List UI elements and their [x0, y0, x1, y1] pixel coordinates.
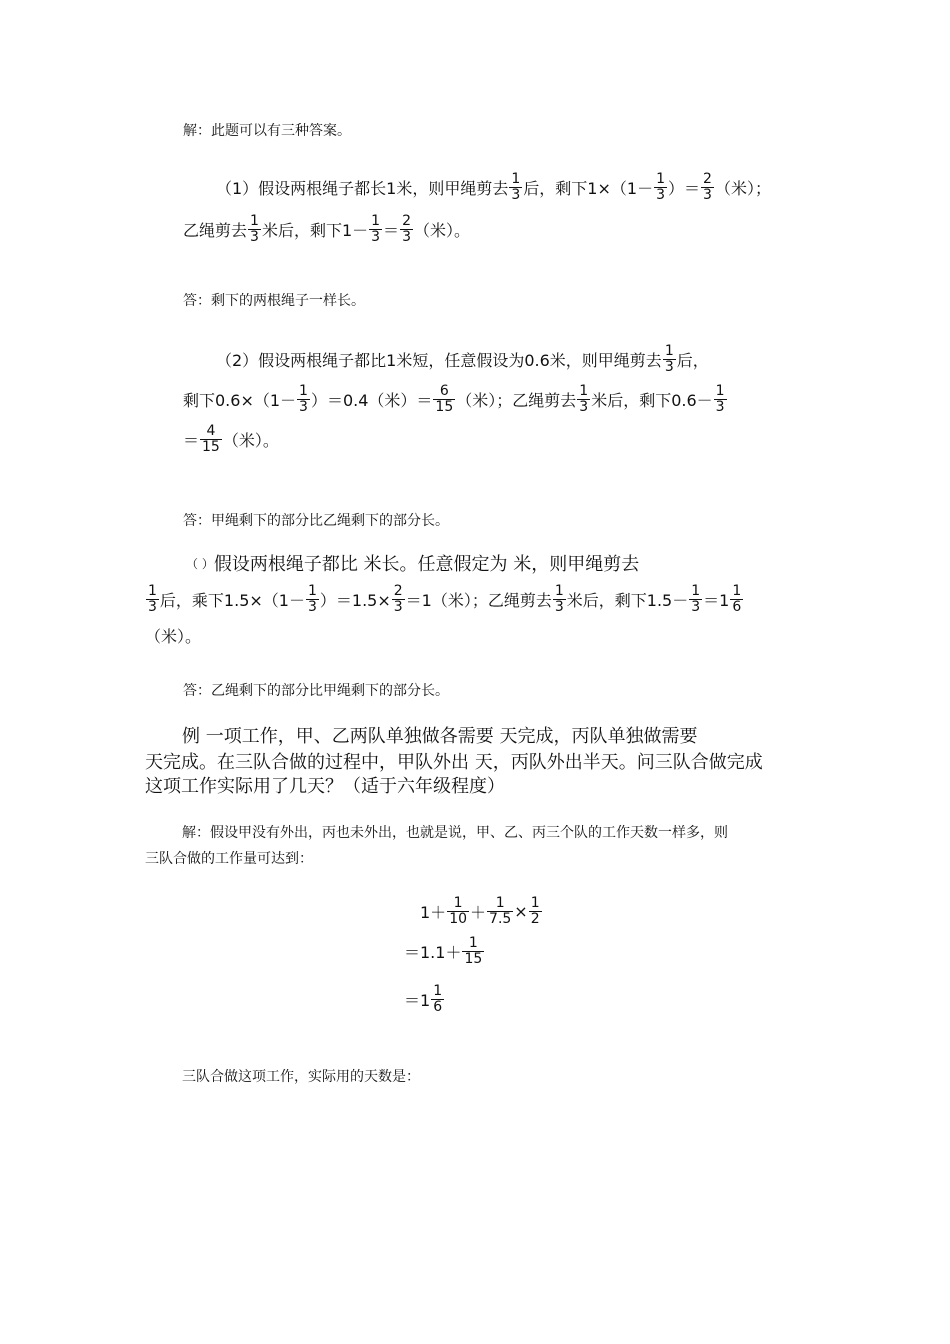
case3-line1: [186, 550, 639, 576]
formula-row1: [420, 896, 543, 926]
formula-row2: [404, 936, 485, 966]
fraction: $\frac{2}{3}$: [703, 171, 712, 203]
case1-line2: [183, 214, 470, 244]
fraction: $\frac{1}{7.5}$: [489, 895, 512, 927]
answer-2: 答：甲绳剩下的部分比乙绳剩下的部分长。: [183, 513, 449, 529]
case2-text: ＝: [183, 430, 200, 450]
fraction: $\frac{1}{3}$: [371, 213, 381, 245]
formula-text: ×: [514, 901, 528, 921]
formula-row3: [404, 984, 445, 1014]
case2-line1: [216, 344, 709, 374]
fraction: $\frac{1}{3}$: [299, 383, 308, 415]
fraction: $\frac{6}{15}$: [435, 383, 454, 415]
solution2-line2: 三队合做的工作量可达到：: [145, 851, 313, 867]
fraction: $\frac{1}{3}$: [511, 171, 521, 203]
case1-text: 乙绳剪去: [183, 220, 248, 240]
fraction: $\frac{1}{15}$: [464, 935, 483, 967]
case2-text: 后，: [676, 350, 709, 370]
case1-text: 米后，剩下1－: [261, 220, 369, 240]
example-line1: 例 一项工作，甲、乙两队单独做各需要 天完成，丙队单独做需要: [182, 726, 698, 747]
fraction: $\frac{1}{3}$: [250, 213, 259, 245]
case1-text: （1）假设两根绳子都长1米，则甲绳剪去: [216, 178, 509, 198]
case2-text: （米）；乙绳剪去: [456, 390, 577, 410]
solution2-line1: 解：假设甲没有外出，丙也未外出，也就是说，甲、乙、丙三个队的工作天数一样多，则: [182, 825, 728, 841]
fraction: $\frac{2}{3}$: [402, 213, 411, 245]
case3-text: ＝1（米）；乙绳剪去: [405, 590, 552, 610]
case1-text: ）＝: [668, 178, 701, 198]
fraction: $\frac{1}{3}$: [579, 383, 589, 415]
fraction: $\frac{1}{3}$: [664, 343, 674, 375]
fraction: $\frac{1}{10}$: [449, 895, 468, 927]
case1-line1: [216, 172, 771, 202]
fraction: $\frac{1}{3}$: [307, 583, 317, 615]
formula-text: ＝1.1＋: [404, 942, 462, 962]
closing-line: 三队合做这项工作，实际用的天数是：: [182, 1069, 420, 1085]
fraction: $\frac{1}{3}$: [148, 583, 157, 615]
formula-text: 1＋: [420, 902, 447, 922]
case3-text: ）＝1.5×: [319, 590, 391, 610]
fraction: $\frac{2}{3}$: [393, 583, 403, 615]
case2-text: 剩下0.6×（1－: [183, 390, 297, 410]
fraction: $\frac{1}{2}$: [530, 895, 540, 927]
formula-text: ＝1: [404, 990, 431, 1010]
fraction: $\frac{1}{6}$: [732, 583, 742, 615]
fraction: $\frac{1}{3}$: [554, 583, 564, 615]
example-line2: 天完成。在三队合做的过程中，甲队外出 天，丙队外出半天。问三队合做完成: [145, 752, 763, 773]
case1-text: （米）；: [714, 178, 771, 198]
case2-text: 米后，剩下0.6－: [591, 390, 713, 410]
case3-line3: （米）。: [145, 627, 202, 646]
fraction: $\frac{1}{3}$: [691, 583, 701, 615]
case1-text: （米）。: [413, 220, 470, 240]
answer-3: 答：乙绳剩下的部分比甲绳剩下的部分长。: [183, 683, 449, 699]
fraction: $\frac{1}{3}$: [656, 171, 665, 203]
fraction: $\frac{1}{3}$: [715, 383, 725, 415]
case2-text: ）＝0.4（米）＝: [310, 390, 433, 410]
case1-text: 后，剩下1×（1－: [523, 178, 654, 198]
case3-text: 后，乘下1.5×（1－: [159, 590, 305, 610]
solution-intro: 解：此题可以有三种答案。: [183, 123, 351, 139]
case1-text: ＝: [383, 220, 400, 240]
fraction: $\frac{1}{6}$: [433, 983, 443, 1015]
example-line3: 这项工作实际用了几天？（适于六年级程度）: [145, 776, 505, 797]
case3-line2: [145, 584, 744, 614]
case2-line2: [183, 384, 728, 414]
case3-text: 米后，剩下1.5－: [566, 590, 689, 610]
formula-text: ＋: [470, 902, 487, 922]
fraction: $\frac{4}{15}$: [202, 423, 220, 455]
case3-text: 假设两根绳子都比 米长。任意假定为 米，则甲绳剪去: [213, 554, 640, 575]
case2-text: （2）假设两根绳子都比1米短，任意假设为0.6米，则甲绳剪去: [216, 350, 662, 370]
case2-text: （米）。: [222, 430, 279, 450]
case3-paren: （ ）: [186, 556, 214, 571]
case2-line3: [183, 424, 279, 454]
answer-1: 答：剩下的两根绳子一样长。: [183, 293, 365, 309]
case3-text: ＝1: [703, 590, 730, 610]
